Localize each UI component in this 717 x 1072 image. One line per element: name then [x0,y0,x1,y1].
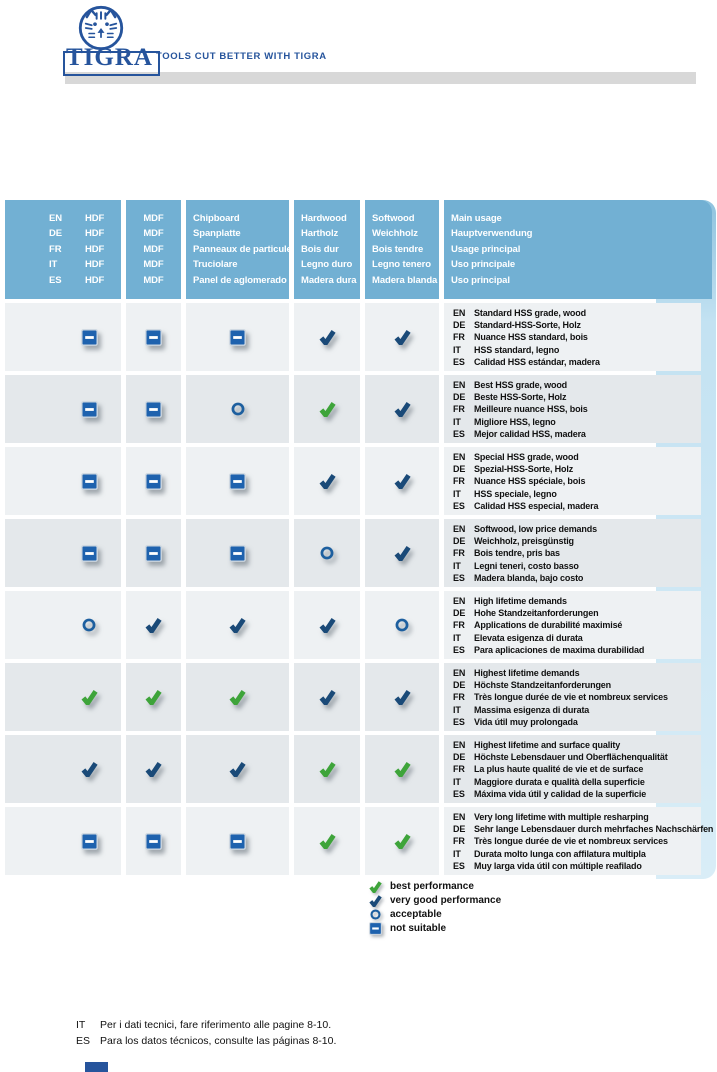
navy-check-icon [145,618,162,633]
language-code: IT [453,632,461,643]
column-label: Main usage [451,213,502,224]
acceptable-circle-icon [395,618,409,632]
brand-tagline: TOOLS CUT BETTER WITH TIGRA [156,51,327,62]
usage-text: Höchste Lebensdauer und Oberflächenqualität [474,752,668,763]
not-suitable-square-icon [229,545,246,562]
usage-text: La plus haute qualité de vie et de surface [474,764,644,775]
language-code: ES [453,572,465,583]
green-check-icon [145,690,162,705]
not-suitable-square-icon [145,329,162,346]
usage-text: Migliore HSS, legno [474,416,556,427]
rating-cell-hardwood [294,735,360,803]
not-suitable-square-icon [145,833,162,850]
usage-text: Legni teneri, costo basso [474,560,579,571]
not-suitable-square-icon [229,329,246,346]
language-code: DE [453,320,466,331]
language-code: FR [453,764,465,775]
tigra-wordmark: TIGRA [66,44,153,71]
usage-text: Best HSS grade, wood [474,380,568,390]
rating-cell-chipboard [186,519,289,587]
usage-cell [444,519,701,587]
acceptable-circle-icon [231,402,245,416]
column-label: HDF [85,259,105,271]
not-suitable-square-icon [229,473,246,490]
usage-cell [444,735,701,803]
language-code: EN [453,380,466,390]
rating-cell-mdf [126,447,181,515]
column-label: Bois tendre [372,243,424,255]
footer-note [76,1034,336,1050]
rating-cell-hdf [5,663,121,731]
not-suitable-square-icon [369,922,382,935]
rating-cell-hardwood [294,519,360,587]
language-code: DE [453,392,466,403]
language-code: ES [453,788,465,799]
language-code: IT [453,344,461,355]
usage-text: High lifetime demands [474,596,567,606]
rating-cell-hardwood [294,663,360,731]
language-code: DE [453,752,466,763]
table-row [5,591,716,659]
language-code: FR [453,836,465,847]
rating-cell-softwood [365,375,439,443]
rating-cell-chipboard [186,591,289,659]
table-row [5,447,716,515]
language-code: ES [453,860,465,871]
language-code: EN [453,452,466,462]
language-code: EN [49,213,62,224]
rating-cell-mdf [126,591,181,659]
rating-cell-softwood [365,735,439,803]
legend-label: best performance [390,881,474,893]
rating-cell-hdf [5,519,121,587]
green-check-icon [394,762,411,777]
column-label: Softwood [372,213,415,224]
rating-cell-hdf [5,375,121,443]
column-label: Panel de aglomerado [193,274,287,286]
not-suitable-square-icon [81,833,98,850]
usage-text: Calidad HSS estándar, madera [474,356,600,367]
column-label: Weichholz [372,228,418,240]
usage-cell [444,591,701,659]
usage-text: Muy larga vida útil con múltiple reafilado [474,860,642,871]
usage-text: Nuance HSS spéciale, bois [474,476,586,487]
language-code: FR [49,243,62,255]
navy-check-icon [229,618,246,633]
column-label: Hauptverwendung [451,228,533,240]
rating-cell-chipboard [186,303,289,371]
usage-text: Hohe Standzeitanforderungen [474,608,599,619]
green-check-icon [319,402,336,417]
language-code: EN [453,308,466,318]
rating-cell-mdf [126,519,181,587]
navy-check-icon [145,762,162,777]
usage-text: Madera blanda, bajo costo [474,572,584,583]
rating-cell-softwood [365,303,439,371]
rating-cell-hdf [5,591,121,659]
acceptable-circle-icon [82,618,96,632]
usage-text: Vida útil muy prolongada [474,716,578,727]
navy-check-icon [369,895,382,907]
table-row [5,303,716,371]
table-row [5,735,716,803]
green-check-icon [319,762,336,777]
legend-label: very good performance [390,895,502,907]
not-suitable-square-icon [81,329,98,346]
column-label: Uso principale [451,259,516,271]
not-suitable-square-icon [145,401,162,418]
language-code: EN [453,524,466,534]
language-code: ES [49,274,62,286]
usage-text: HSS speciale, legno [474,488,557,499]
rating-cell-mdf [126,303,181,371]
language-code: IT [49,259,58,271]
navy-check-icon [319,618,336,633]
page-corner-badge [85,1062,108,1072]
footer-notes [76,1018,336,1049]
usage-cell [444,807,714,875]
navy-check-icon [319,330,336,345]
language-code: FR [453,692,465,703]
rating-cell-hdf [5,303,121,371]
navy-check-icon [229,762,246,777]
usage-text: Spezial-HSS-Sorte, Holz [474,464,574,475]
usage-text: Para aplicaciones de maxima durabilidad [474,644,645,655]
language-code: DE [49,228,62,240]
language-code: ES [453,644,465,655]
rating-cell-hardwood [294,375,360,443]
rating-cell-softwood [365,663,439,731]
column-label: Chipboard [193,213,240,224]
rating-cell-chipboard [186,447,289,515]
legend-item-best [367,880,501,894]
rating-cell-softwood [365,447,439,515]
header-col-mdf [126,200,181,299]
column-label: MDF [143,274,164,286]
language-code: EN [453,668,466,678]
rating-cell-hardwood [294,807,360,875]
not-suitable-square-icon [229,833,246,850]
not-suitable-square-icon [81,401,98,418]
language-code: ES [76,1034,91,1047]
column-label: HDF [85,274,105,286]
footer-note [76,1018,336,1034]
usage-text: Very long lifetime with multiple resharping [474,812,649,822]
green-check-icon [229,690,246,705]
usage-text: Durata molto lunga con affilatura multipla [474,848,646,859]
language-code: DE [453,824,466,835]
usage-text: Beste HSS-Sorte, Holz [474,392,567,403]
rating-cell-hdf [5,447,121,515]
navy-check-icon [319,690,336,705]
language-code: DE [453,464,466,475]
header-col-chipboard [186,200,292,299]
usage-cell [444,447,701,515]
note-text: Per i dati tecnici, fare riferimento alle pagine 8-10. [100,1019,332,1031]
usage-text: Standard-HSS-Sorte, Holz [474,320,581,331]
column-label: Hartholz [301,228,339,240]
language-code: ES [453,500,465,511]
table-body [5,303,716,875]
rating-cell-chipboard [186,735,289,803]
rating-cell-softwood [365,807,439,875]
column-label: Madera blanda [372,274,438,286]
rating-cell-chipboard [186,807,289,875]
rating-cell-hdf [5,807,121,875]
usage-text: Weichholz, preisgünstig [474,536,574,547]
rating-cell-mdf [126,663,181,731]
legend-label: not suitable [390,922,447,934]
column-label: Usage principal [451,243,521,255]
language-code: EN [453,812,466,822]
usage-text: Elevata esigenza di durata [474,632,583,643]
language-code: IT [453,488,461,499]
language-code: FR [453,404,465,415]
navy-check-icon [394,402,411,417]
usage-text: Applications de durabilité maximisé [474,620,623,631]
column-label: Bois dur [301,243,339,255]
navy-check-icon [394,690,411,705]
language-code: FR [453,548,465,559]
usage-text: Massima esigenza di durata [474,704,590,715]
column-label: HDF [85,243,105,255]
language-code: IT [453,416,461,427]
language-code: DE [453,536,466,547]
rating-cell-mdf [126,375,181,443]
header-col-hardwood [294,200,360,299]
usage-text: Máxima vida útil y calidad de la superficie [474,788,647,799]
usage-text: Höchste Standzeitanforderungen [474,680,612,691]
navy-check-icon [394,546,411,561]
green-check-icon [81,690,98,705]
language-code: DE [453,608,466,619]
language-code: IT [453,776,461,787]
column-label: Legno duro [301,259,353,271]
green-check-icon [369,881,382,893]
rating-cell-hardwood [294,303,360,371]
table-row [5,807,716,875]
language-code: EN [453,740,466,750]
navy-check-icon [394,474,411,489]
usage-text: Sehr lange Lebensdauer durch mehrfaches Nachschärfen [474,824,714,835]
header-col-hdf [5,200,121,299]
column-label: MDF [143,228,164,240]
usage-text: Bois tendre, pris bas [474,548,560,559]
column-label: HDF [85,228,105,240]
usage-text: Softwood, low price demands [474,524,597,534]
language-code: FR [453,620,465,631]
header-col-main-usage [444,200,712,299]
language-code: IT [453,704,461,715]
table-row [5,663,716,731]
rating-cell-mdf [126,735,181,803]
acceptable-circle-icon [370,909,381,920]
language-code: IT [453,848,461,859]
language-code: FR [453,476,465,487]
column-label: Legno tenero [372,259,431,271]
navy-check-icon [81,762,98,777]
legend-label: acceptable [390,908,442,920]
not-suitable-square-icon [145,545,162,562]
usage-text: Très longue durée de vie et nombreux services [474,692,668,703]
table-row [5,375,716,443]
column-label: MDF [143,213,164,224]
language-code: EN [453,596,466,606]
rating-cell-hdf [5,735,121,803]
usage-text: Nuance HSS standard, bois [474,332,588,343]
column-label: Hardwood [301,213,347,224]
acceptable-circle-icon [320,546,334,560]
rating-legend [367,880,501,935]
language-code: FR [453,332,465,343]
header-col-softwood [365,200,439,299]
language-code: ES [453,716,465,727]
column-label: Uso principal [451,274,510,286]
legend-item-acceptable [367,908,501,922]
usage-cell [444,303,701,371]
note-text: Para los datos técnicos, consulte las páginas 8-10. [100,1034,337,1047]
not-suitable-square-icon [81,545,98,562]
usage-text: Standard HSS grade, wood [474,308,586,318]
not-suitable-square-icon [145,473,162,490]
usage-text: Meilleure nuance HSS, bois [474,404,588,415]
compatibility-table [5,200,716,879]
column-label: HDF [85,213,105,224]
legend-item-very-good [367,894,501,908]
table-header-row [5,200,716,299]
rating-cell-hardwood [294,591,360,659]
rating-cell-chipboard [186,375,289,443]
green-check-icon [394,834,411,849]
not-suitable-square-icon [81,473,98,490]
column-label: Panneaux de particule [193,243,292,255]
rating-cell-softwood [365,519,439,587]
green-check-icon [319,834,336,849]
navy-check-icon [394,330,411,345]
navy-check-icon [319,474,336,489]
usage-text: Highest lifetime and surface quality [474,740,621,750]
column-label: MDF [143,259,164,271]
usage-text: HSS standard, legno [474,344,560,355]
column-label: MDF [143,243,164,255]
legend-item-not-suitable [367,921,501,935]
rating-cell-chipboard [186,663,289,731]
usage-text: Très longue durée de vie et nombreux services [474,836,668,847]
table-row [5,519,716,587]
language-code: IT [76,1019,86,1031]
usage-text: Highest lifetime demands [474,668,580,678]
column-label: Spanplatte [193,228,241,240]
usage-text: Calidad HSS especial, madera [474,500,599,511]
usage-text: Mejor calidad HSS, madera [474,428,586,439]
usage-cell [444,375,701,443]
language-code: IT [453,560,461,571]
rating-cell-hardwood [294,447,360,515]
column-label: Truciolare [193,259,238,271]
usage-text: Special HSS grade, wood [474,452,579,462]
language-code: ES [453,428,465,439]
usage-cell [444,663,701,731]
usage-text: Maggiore durata e qualità della superficie [474,776,645,787]
rating-cell-softwood [365,591,439,659]
language-code: ES [453,356,465,367]
rating-cell-mdf [126,807,181,875]
language-code: DE [453,680,466,691]
column-label: Madera dura [301,274,357,286]
